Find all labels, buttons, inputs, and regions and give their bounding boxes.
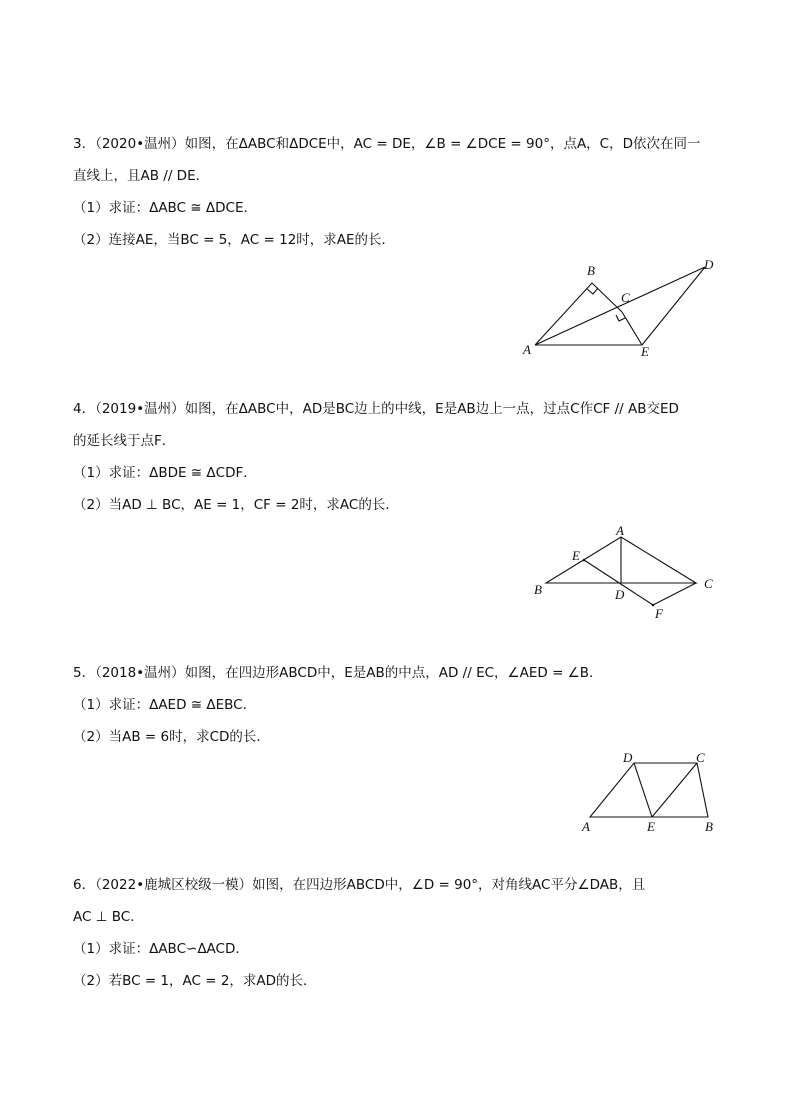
label-D: D	[623, 750, 633, 765]
label-C: C	[696, 750, 705, 765]
problem-4-figure	[525, 522, 725, 622]
problem-6-statement-cont: AC ⊥ BC．	[73, 909, 144, 925]
problem-5-statement: 5．（2018•温州）如图，在四边形ABCD中，E是AB的中点，AD // EC，∠AED = ∠B．	[73, 665, 603, 681]
label-E: E	[572, 548, 580, 563]
segment-AB-BC	[535, 283, 622, 345]
problem-6-part-1: （1）求证：ΔABC∽ΔACD．	[73, 941, 249, 957]
segment-EC	[652, 763, 697, 817]
problem-5-part-1: （1）求证：ΔAED ≅ ΔEBC．	[73, 697, 257, 713]
label-B: B	[534, 582, 542, 597]
label-A: A	[523, 342, 531, 357]
label-C: C	[621, 290, 630, 305]
problem-4-statement-cont: 的延长线于点F．	[73, 433, 176, 449]
problem-6-statement: 6．（2022•鹿城区校级一模）如图，在四边形ABCD中，∠D = 90°，对角线AC平分∠DAB，且	[73, 877, 646, 893]
problem-4-statement: 4．（2019•温州）如图，在ΔABC中，AD是BC边上的中线，E是AB边上一点，过点C作CF // AB交ED	[73, 401, 679, 417]
problem-3-part-1: （1）求证：ΔABC ≅ ΔDCE．	[73, 200, 257, 216]
point-E	[583, 559, 586, 562]
label-A: A	[616, 523, 624, 538]
label-D: D	[704, 257, 714, 272]
right-angle-mark-C	[616, 315, 625, 321]
problem-3-part-2: （2）连接AE，当BC = 5，AC = 12时，求AE的长．	[73, 232, 396, 248]
right-angle-mark-B	[587, 288, 598, 294]
problem-3-figure	[515, 255, 725, 360]
segment-DE	[634, 763, 652, 817]
segment-AD	[535, 267, 705, 345]
problem-6-part-2: （2）若BC = 1，AC = 2，求AD的长．	[73, 973, 317, 989]
point-F	[652, 604, 655, 607]
problem-5-figure	[575, 748, 725, 838]
problem-5-part-2: （2）当AB = 6时，求CD的长．	[73, 729, 270, 745]
label-B: B	[705, 819, 713, 834]
problem-4-part-1: （1）求证：ΔBDE ≅ ΔCDF．	[73, 465, 257, 481]
segment-CE	[622, 312, 642, 345]
segment-CF	[653, 583, 696, 605]
label-D: D	[615, 587, 625, 602]
label-E: E	[641, 344, 649, 359]
segment-DE	[642, 267, 705, 345]
problem-3-statement: 3．（2020•温州）如图，在ΔABC和ΔDCE中，AC = DE，∠B = ∠DCE = 90°，点A，C，D依次在同一	[73, 136, 701, 152]
label-B: B	[587, 263, 595, 278]
problem-4-part-2: （2）当AD ⊥ BC，AE = 1，CF = 2时，求AC的长．	[73, 497, 399, 513]
label-A: A	[582, 819, 590, 834]
label-F: F	[655, 606, 663, 621]
label-E: E	[647, 819, 655, 834]
label-C: C	[704, 576, 713, 591]
problem-3-statement-cont: 直线上，且AB // DE．	[73, 168, 210, 184]
